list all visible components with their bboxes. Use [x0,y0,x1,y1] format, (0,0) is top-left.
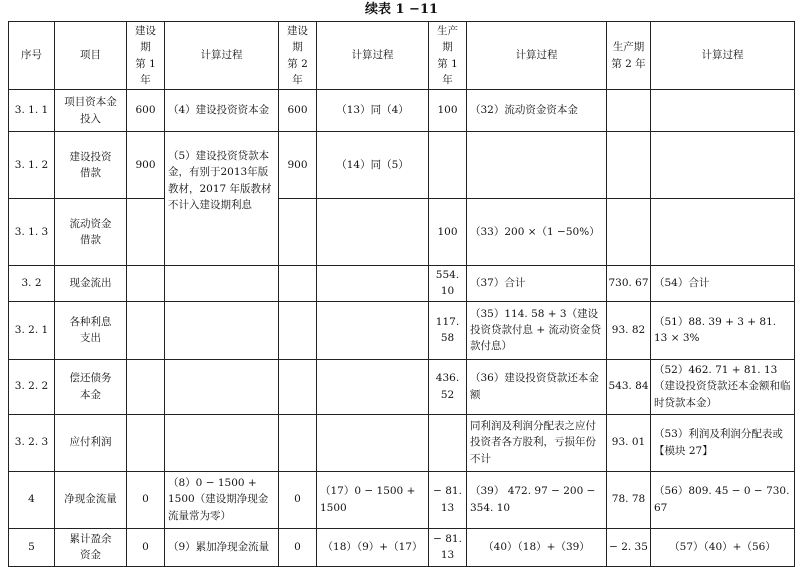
cell-prod-year-1 [429,132,467,199]
cell-build-year-1 [127,199,165,266]
cell-build-year-1 [127,359,165,414]
cell-prod-year-1 [429,414,467,471]
cell-calc-2 [317,359,429,414]
cell-build-year-2 [279,266,317,302]
row-no: 3. 1. 1 [9,90,55,132]
header-calc-4: 计算过程 [651,22,795,90]
row-no: 4 [9,471,55,528]
cell-build-year-2: 600 [279,90,317,132]
cell-build-year-2 [279,301,317,359]
row-item: 净现金流量 [55,471,127,528]
cell-calc-3: （35）114. 58 + 3（建设投资贷款付息 + 流动资金贷款付息） [467,301,607,359]
cell-build-year-1: 600 [127,90,165,132]
cell-calc-3: （39） 472. 97 − 200 − 354. 10 [467,471,607,528]
cash-flow-table [8,21,795,567]
cell-calc-1 [165,266,279,302]
header-no: 序号 [9,22,55,90]
table-row [9,90,795,132]
cell-calc-4: （52）462. 71 + 81. 13（建设投资贷款还本金额和临时贷款本金） [651,359,795,414]
table-row [9,199,795,266]
cell-build-year-1: 0 [127,471,165,528]
row-item: 各种利息 支出 [55,301,127,359]
cell-calc-4 [651,199,795,266]
cell-build-year-2 [279,359,317,414]
cell-calc-3: （33）200 ×（1 −50%） [467,199,607,266]
cell-prod-year-1: 100 [429,90,467,132]
row-item: 建设投资 借款 [55,132,127,199]
row-item: 项目资本金 投入 [55,90,127,132]
header-calc-2: 计算过程 [317,22,429,90]
cell-build-year-1: 0 [127,528,165,566]
row-item: 累计盈余 资金 [55,528,127,566]
cell-calc-4: （51）88. 39 + 3 + 81. 13 × 3% [651,301,795,359]
header-prod-year-2: 生产期 第 2 年 [607,22,651,90]
cell-prod-year-2 [607,132,651,199]
cell-prod-year-2: 93. 82 [607,301,651,359]
cell-prod-year-1: − 81. 13 [429,528,467,566]
table-row [9,301,795,359]
table-row [9,414,795,471]
cell-prod-year-2: − 2. 35 [607,528,651,566]
cell-calc-3: （40）（18）+（39） [467,528,607,566]
cell-prod-year-1: 100 [429,199,467,266]
table-row [9,471,795,528]
table-row [9,359,795,414]
cell-calc-2: （13）同（4） [317,90,429,132]
table-title: 续表 1 −11 [364,2,439,17]
cell-build-year-2: 900 [279,132,317,199]
row-item: 现金流出 [55,266,127,302]
row-no: 3. 2 [9,266,55,302]
row-item: 偿还债务 本金 [55,359,127,414]
cell-calc-1: （5）建设投资贷款本金，有别于2013年版教材，2017 年版教材不计入建设期利息 [165,132,279,266]
cell-prod-year-2 [607,90,651,132]
row-item: 流动资金 借款 [55,199,127,266]
cell-calc-3: （36）建设投资贷款还本金额 [467,359,607,414]
header-row [9,22,795,90]
header-calc-1: 计算过程 [165,22,279,90]
cell-calc-2: （18）（9）+（17） [317,528,429,566]
cell-calc-4: （57）（40）+（56） [651,528,795,566]
cell-calc-2 [317,199,429,266]
cell-calc-3 [467,132,607,199]
cell-calc-2 [317,301,429,359]
cell-calc-1: （9）累加净现金流量 [165,528,279,566]
cell-build-year-1 [127,266,165,302]
header-prod-year-1: 生产期 第 1 年 [429,22,467,90]
cell-calc-4: （54）合计 [651,266,795,302]
row-no: 5 [9,528,55,566]
row-item: 应付利润 [55,414,127,471]
cell-calc-1 [165,414,279,471]
cell-calc-2 [317,266,429,302]
cell-prod-year-2: 93. 01 [607,414,651,471]
cell-calc-3: （37）合计 [467,266,607,302]
cell-build-year-1 [127,301,165,359]
cell-calc-4 [651,132,795,199]
cell-calc-1: （8）0 − 1500 + 1500（建设期净现金流量常为零） [165,471,279,528]
cell-calc-1: （4）建设投资资本金 [165,90,279,132]
table-row [9,528,795,566]
cell-calc-2 [317,414,429,471]
cell-prod-year-1: 554. 10 [429,266,467,302]
cell-build-year-1 [127,414,165,471]
cell-prod-year-1: − 81. 13 [429,471,467,528]
cell-prod-year-2: 543. 84 [607,359,651,414]
cell-prod-year-1: 436. 52 [429,359,467,414]
cell-prod-year-2 [607,199,651,266]
cell-prod-year-2: 730. 67 [607,266,651,302]
cell-calc-4 [651,90,795,132]
cell-build-year-2 [279,199,317,266]
cell-calc-1 [165,359,279,414]
row-no: 3. 1. 3 [9,199,55,266]
table-row [9,132,795,199]
header-item: 项目 [55,22,127,90]
table-row [9,266,795,302]
row-no: 3. 1. 2 [9,132,55,199]
header-build-year-2: 建设期 第 2 年 [279,22,317,90]
cell-calc-2: （17）0 − 1500 + 1500 [317,471,429,528]
cell-calc-1 [165,301,279,359]
cell-build-year-2: 0 [279,471,317,528]
cell-prod-year-1: 117. 58 [429,301,467,359]
row-no: 3. 2. 1 [9,301,55,359]
cell-calc-3: （32）流动资金资本金 [467,90,607,132]
header-calc-3: 计算过程 [467,22,607,90]
cell-calc-4: （56）809. 45 − 0 − 730. 67 [651,471,795,528]
row-no: 3. 2. 2 [9,359,55,414]
cell-calc-4: （53）利润及利润分配表或【模块 27】 [651,414,795,471]
cell-build-year-2: 0 [279,528,317,566]
header-build-year-1: 建设期 第 1 年 [127,22,165,90]
row-no: 3. 2. 3 [9,414,55,471]
cell-prod-year-2: 78. 78 [607,471,651,528]
cell-calc-3: 同利润及利润分配表之应付投资者各方股利，亏损年份不计 [467,414,607,471]
cell-build-year-2 [279,414,317,471]
cell-build-year-1: 900 [127,132,165,199]
cell-calc-2: （14）同（5） [317,132,429,199]
